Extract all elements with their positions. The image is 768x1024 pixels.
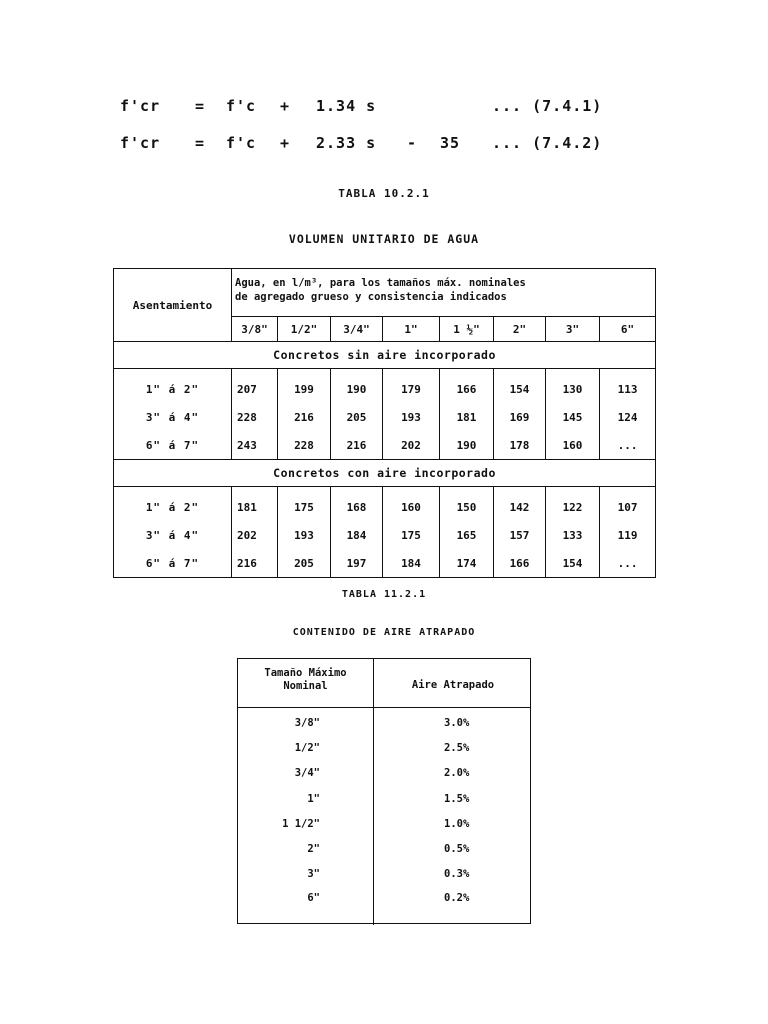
value-cell: 130 [546, 369, 600, 404]
size-cell: 2" [307, 843, 320, 855]
equation-ref: ... (7.4.2) [492, 134, 603, 152]
header-divider [238, 707, 530, 708]
air-cell: 1.0% [444, 818, 470, 830]
table-row [114, 431, 656, 460]
value-cell: 160 [383, 487, 440, 522]
table2-title: CONTENIDO DE AIRE ATRAPADO [292, 627, 476, 638]
corner-header: Asentamiento [114, 269, 232, 342]
size-header: 6" [600, 317, 656, 342]
slump-cell: 6" á 7" [114, 549, 232, 578]
air-cell: 2.0% [444, 767, 470, 779]
value-cell: 119 [600, 521, 656, 549]
value-cell: 181 [440, 403, 494, 431]
value-cell: 178 [494, 431, 546, 460]
size-header: 1/2" [278, 317, 331, 342]
table-row [114, 549, 656, 578]
air-cell: 3.0% [444, 717, 470, 729]
table1-title: VOLUMEN UNITARIO DE AGUA [288, 232, 480, 246]
size-header: 3/8" [232, 317, 278, 342]
value-cell: ... [600, 549, 656, 578]
value-cell: 228 [232, 403, 278, 431]
equation-term: 1.34 s [316, 97, 377, 115]
size-cell: 1" [307, 793, 320, 805]
value-cell: 193 [278, 521, 331, 549]
value-cell: 216 [278, 403, 331, 431]
size-header: 1 ½" [440, 317, 494, 342]
size-cell: 3/8" [294, 717, 320, 729]
value-cell: 190 [331, 369, 383, 404]
value-cell: 216 [232, 549, 278, 578]
value-cell: 113 [600, 369, 656, 404]
value-cell: 150 [440, 487, 494, 522]
water-header [232, 269, 656, 317]
table-row [114, 403, 656, 431]
value-cell: 133 [546, 521, 600, 549]
water-header-line1: Agua, en l/m³, para los tamaños máx. nominales [235, 277, 526, 289]
value-cell: 207 [232, 369, 278, 404]
equation-7-4-1 [120, 97, 640, 117]
value-cell: 107 [600, 487, 656, 522]
slump-cell: 6" á 7" [114, 431, 232, 460]
table-row [238, 818, 530, 838]
size-cell: 3/4" [294, 767, 320, 779]
size-header: 1" [383, 317, 440, 342]
table-row [238, 892, 530, 912]
value-cell: 169 [494, 403, 546, 431]
slump-cell: 1" á 2" [114, 487, 232, 522]
value-cell: 175 [278, 487, 331, 522]
value-cell: 166 [494, 549, 546, 578]
value-cell: 205 [331, 403, 383, 431]
equation-7-4-2 [120, 134, 640, 154]
equation-fc: f'c [226, 97, 257, 115]
size-cell: 6" [307, 892, 320, 904]
air-cell: 0.2% [444, 892, 470, 904]
size-cell: 1 1/2" [282, 818, 320, 830]
value-cell: 157 [494, 521, 546, 549]
value-cell: 160 [546, 431, 600, 460]
air-cell: 0.5% [444, 843, 470, 855]
air-cell: 1.5% [444, 793, 470, 805]
table-row [238, 793, 530, 813]
value-cell: 166 [440, 369, 494, 404]
value-cell: 122 [546, 487, 600, 522]
value-cell: 124 [600, 403, 656, 431]
value-cell: 193 [383, 403, 440, 431]
table-row [238, 843, 530, 863]
size-header: 3" [546, 317, 600, 342]
table-row [238, 767, 530, 787]
size-cell: 1/2" [294, 742, 320, 754]
section-header-sin-aire: Concretos sin aire incorporado [114, 342, 656, 369]
section-header-con-aire: Concretos con aire incorporado [114, 460, 656, 487]
value-cell: 216 [331, 431, 383, 460]
value-cell: 202 [383, 431, 440, 460]
size-cell: 3" [307, 868, 320, 880]
value-cell: 168 [331, 487, 383, 522]
value-cell: 174 [440, 549, 494, 578]
slump-cell: 3" á 4" [114, 403, 232, 431]
value-cell: 190 [440, 431, 494, 460]
value-cell: 184 [331, 521, 383, 549]
equation-plus: + [280, 134, 291, 152]
table2-label: TABLA 11.2.1 [341, 589, 427, 600]
value-cell: 228 [278, 431, 331, 460]
equation-equals: = [195, 134, 206, 152]
table-row [238, 868, 530, 888]
value-cell: 199 [278, 369, 331, 404]
table-row [238, 717, 530, 737]
size-column-header [238, 667, 373, 693]
value-cell: 142 [494, 487, 546, 522]
value-cell: 154 [546, 549, 600, 578]
value-cell: 175 [383, 521, 440, 549]
value-cell: 165 [440, 521, 494, 549]
value-cell: 145 [546, 403, 600, 431]
equation-lhs: f'cr [120, 134, 161, 152]
value-cell: ... [600, 431, 656, 460]
equation-equals: = [195, 97, 206, 115]
table1-label: TABLA 10.2.1 [338, 187, 430, 200]
equation-plus: + [280, 97, 291, 115]
value-cell: 197 [331, 549, 383, 578]
value-cell: 243 [232, 431, 278, 460]
slump-cell: 1" á 2" [114, 369, 232, 404]
equation-constant: 35 [440, 134, 461, 152]
equation-lhs: f'cr [120, 97, 161, 115]
water-volume-table [113, 268, 656, 578]
equation-minus: - [407, 134, 418, 152]
value-cell: 179 [383, 369, 440, 404]
value-cell: 184 [383, 549, 440, 578]
air-cell: 0.3% [444, 868, 470, 880]
value-cell: 205 [278, 549, 331, 578]
water-header-line2: de agregado grueso y consistencia indicados [235, 291, 507, 303]
equation-fc: f'c [226, 134, 257, 152]
equation-term: 2.33 s [316, 134, 377, 152]
table-row [238, 742, 530, 762]
equation-ref: ... (7.4.1) [492, 97, 603, 115]
value-cell: 154 [494, 369, 546, 404]
entrapped-air-table [237, 658, 531, 924]
size-header-line1: Tamaño Máximo [264, 667, 347, 679]
value-cell: 202 [232, 521, 278, 549]
slump-cell: 3" á 4" [114, 521, 232, 549]
air-cell: 2.5% [444, 742, 470, 754]
table-row [114, 369, 656, 404]
value-cell: 181 [232, 487, 278, 522]
size-header: 2" [494, 317, 546, 342]
table-row [114, 487, 656, 522]
air-column-header: Aire Atrapado [411, 679, 495, 691]
size-header-line2: Nominal [283, 680, 328, 692]
size-header: 3/4" [331, 317, 383, 342]
table-row [114, 521, 656, 549]
